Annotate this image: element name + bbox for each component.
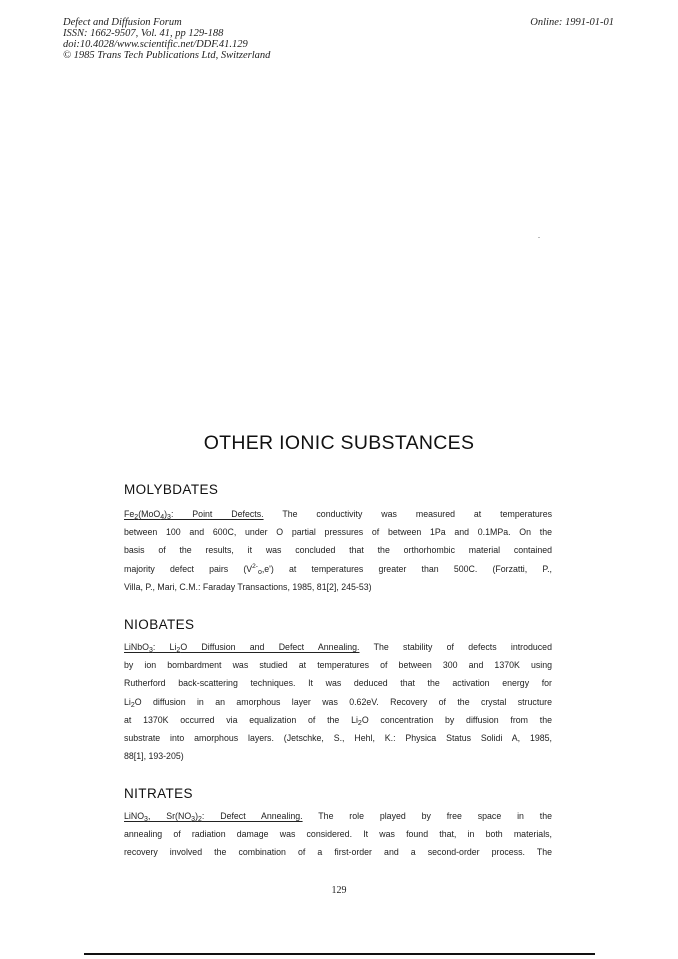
- para-line: 88[1], 193-205): [124, 751, 184, 762]
- para-line: LiNO$_3$, $Sr(NO_3)_2$: Defect Annealing. The role played by free space in the: [124, 811, 552, 823]
- online-date: Online: 1991-01-01: [530, 17, 614, 28]
- entry-title-lino3: LiNO$_3$, $Sr(NO_3)_2$: Defect Annealing.: [124, 811, 303, 823]
- section-heading-molybdates: MOLYBDATES: [124, 482, 219, 497]
- para-line: between 100 and 600C, under O partial pressures of between 1Pa and 0.1MPa. On the: [124, 527, 552, 538]
- doi-line: doi:10.4028/www.scientific.net/DDF.41.129: [63, 39, 248, 50]
- para-line: LiNbO$_3$: $Li_2O$ Diffusion and Defect Annealing. The stability of defects introduced: [124, 642, 552, 654]
- para-line: $Fe_2(MoO_4)_3$: Point Defects. The conductivity was measured at temperatures: [124, 509, 552, 521]
- paragraph-molybdates: [124, 505, 552, 596]
- paragraph-nitrates: [124, 807, 552, 862]
- para-line: at 1370K occurred via equalization of the $Li_2O$ concentration by diffusion from the: [124, 714, 552, 727]
- issn-line: ISSN: 1662-9507, Vol. 41, pp 129-188: [63, 28, 224, 39]
- paragraph-niobates: [124, 638, 552, 765]
- para-line: annealing of radiation damage was considered. It was found that, in both materials,: [124, 829, 552, 840]
- copyright-line: © 1985 Trans Tech Publications Ltd, Switzerland: [63, 50, 271, 61]
- page-number: 129: [331, 885, 347, 896]
- section-heading-niobates: NIOBATES: [124, 617, 195, 632]
- section-heading-nitrates: NITRATES: [124, 786, 193, 801]
- journal-header: [63, 17, 270, 61]
- para-line: recovery involved the combination of a first-order and a second-order process. The: [124, 847, 552, 858]
- scan-speck: [538, 237, 540, 238]
- journal-name: Defect and Diffusion Forum: [63, 17, 182, 28]
- para-line: $Li_2O$ diffusion in an amorphous layer was 0.62eV. Recovery of the crystal structure: [124, 696, 552, 709]
- para-line: Villa, P., Mari, C.M.: Faraday Transactions, 1985, 81[2], 245-53): [124, 581, 372, 592]
- para-line: by ion bombardment was studied at temperatures of between 300 and 1370K using: [124, 660, 552, 671]
- bottom-rule: [84, 953, 595, 955]
- para-line: substrate into amorphous layers. (Jetschke, S., Hehl, K.: Physica Status Solidi A, 1985,: [124, 733, 552, 744]
- entry-title-fe2moo43: $Fe_2(MoO_4)_3$: Point Defects.: [124, 509, 264, 521]
- page-title: OTHER IONIC SUBSTANCES: [203, 432, 475, 454]
- para-line: Rutherford back-scattering techniques. It was deduced that the activation energy for: [124, 678, 552, 689]
- para-line: basis of the results, it was concluded that the orthorhombic material contained: [124, 545, 552, 556]
- para-line: majority defect pairs $(V^{2-}_o,e')$ at temperatures greater than 500C. (Forzatti, P.,: [124, 562, 552, 576]
- entry-title-linbo3: LiNbO$_3$: $Li_2O$ Diffusion and Defect Annealing.: [124, 642, 360, 654]
